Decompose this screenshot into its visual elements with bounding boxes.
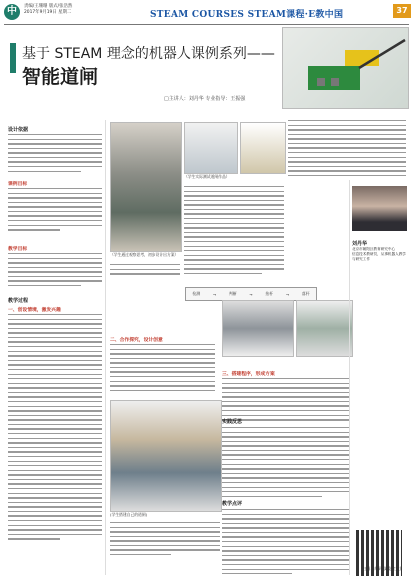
classroom-photo-2 [110, 400, 222, 512]
objectives-text [8, 253, 102, 290]
author-bio [352, 240, 407, 262]
heading-step2: 二、合作探究，设计创意 [110, 338, 163, 343]
author-org: 北京市朝阳区教育研究中心 [352, 247, 396, 251]
flow-step-judge: 判断 [228, 291, 237, 296]
classroom-photo-1 [110, 122, 182, 252]
step1-text [8, 314, 102, 543]
col2-text-a [110, 264, 180, 278]
heading-design: 设计依据 [8, 127, 29, 133]
heading-process: 教学过程 [8, 298, 29, 304]
flow-step-detect: 检测 [192, 291, 201, 296]
robot-model-photo [282, 27, 409, 109]
date-line: 2017年9月19日 星期二 [24, 10, 72, 15]
series-title: 基于 STEAM 理念的机器人课例系列—— [22, 46, 275, 62]
heading-objectives: 教学目标 [8, 247, 28, 252]
flow-arrow-icon: → [285, 291, 290, 297]
section-brand: STEAM COURSES STEAM课程·E教中国 [150, 10, 344, 20]
controller-photo [184, 122, 238, 174]
heading-review: 教学点评 [222, 501, 243, 507]
heading-goals: 课例目标 [8, 182, 28, 187]
caption-flow: （学生实际测试道闸作品） [184, 174, 230, 179]
caption-fig2: (学生搭建自己的道闸) [110, 512, 148, 517]
flow-step-drop: 落杆 [301, 291, 310, 296]
robot-model-illustration [283, 28, 408, 108]
author-note: 信息技术教研员，从事机器人教学与研究工作 [352, 252, 406, 261]
goals-text [8, 188, 102, 234]
editor-line: 责编/王珊珊 版式/张浩然 [24, 4, 73, 9]
flow-step-lift: 抬杆 [265, 291, 274, 296]
test-photo-2 [296, 300, 353, 357]
col4-text-a [288, 120, 406, 180]
flow-arrow-icon: → [212, 291, 217, 297]
flow-diagram [185, 287, 317, 301]
design-text [8, 134, 102, 175]
heading-reflection: 实践反思 [222, 419, 243, 425]
article-title: 智能道闸 [22, 66, 99, 88]
author-name: 刘丹华 [352, 241, 368, 247]
col3-text-a [184, 186, 284, 278]
page-number: 37 [393, 4, 411, 18]
heading-step1: 一、创设情境，激发兴趣 [8, 308, 61, 313]
col2-text-b [110, 522, 220, 559]
title-accent-bar [10, 43, 16, 73]
flow-arrow-icon: → [249, 291, 253, 297]
author-photo [352, 186, 407, 231]
qr-caption: (扫描二维码 浏览全文) [360, 566, 402, 571]
caption-fig1: （学生通过观察思考，初步设计出方案） [110, 252, 179, 257]
header-meta [24, 4, 104, 16]
reflection-text [222, 427, 350, 500]
heading-step3: 三、搭建程序，形成方案 [222, 372, 275, 377]
header-rule [4, 24, 409, 25]
sensor-photo [240, 122, 286, 174]
testing-photo [222, 300, 294, 357]
newspaper-logo-icon: 中 [4, 4, 20, 20]
step3-text [222, 378, 350, 424]
review-text [222, 509, 350, 578]
byline: □主讲人：刘丹华 专业指导：王振强 [164, 96, 246, 102]
step2-text [110, 344, 215, 394]
column-divider [105, 120, 106, 575]
sidebar-divider [349, 180, 350, 575]
